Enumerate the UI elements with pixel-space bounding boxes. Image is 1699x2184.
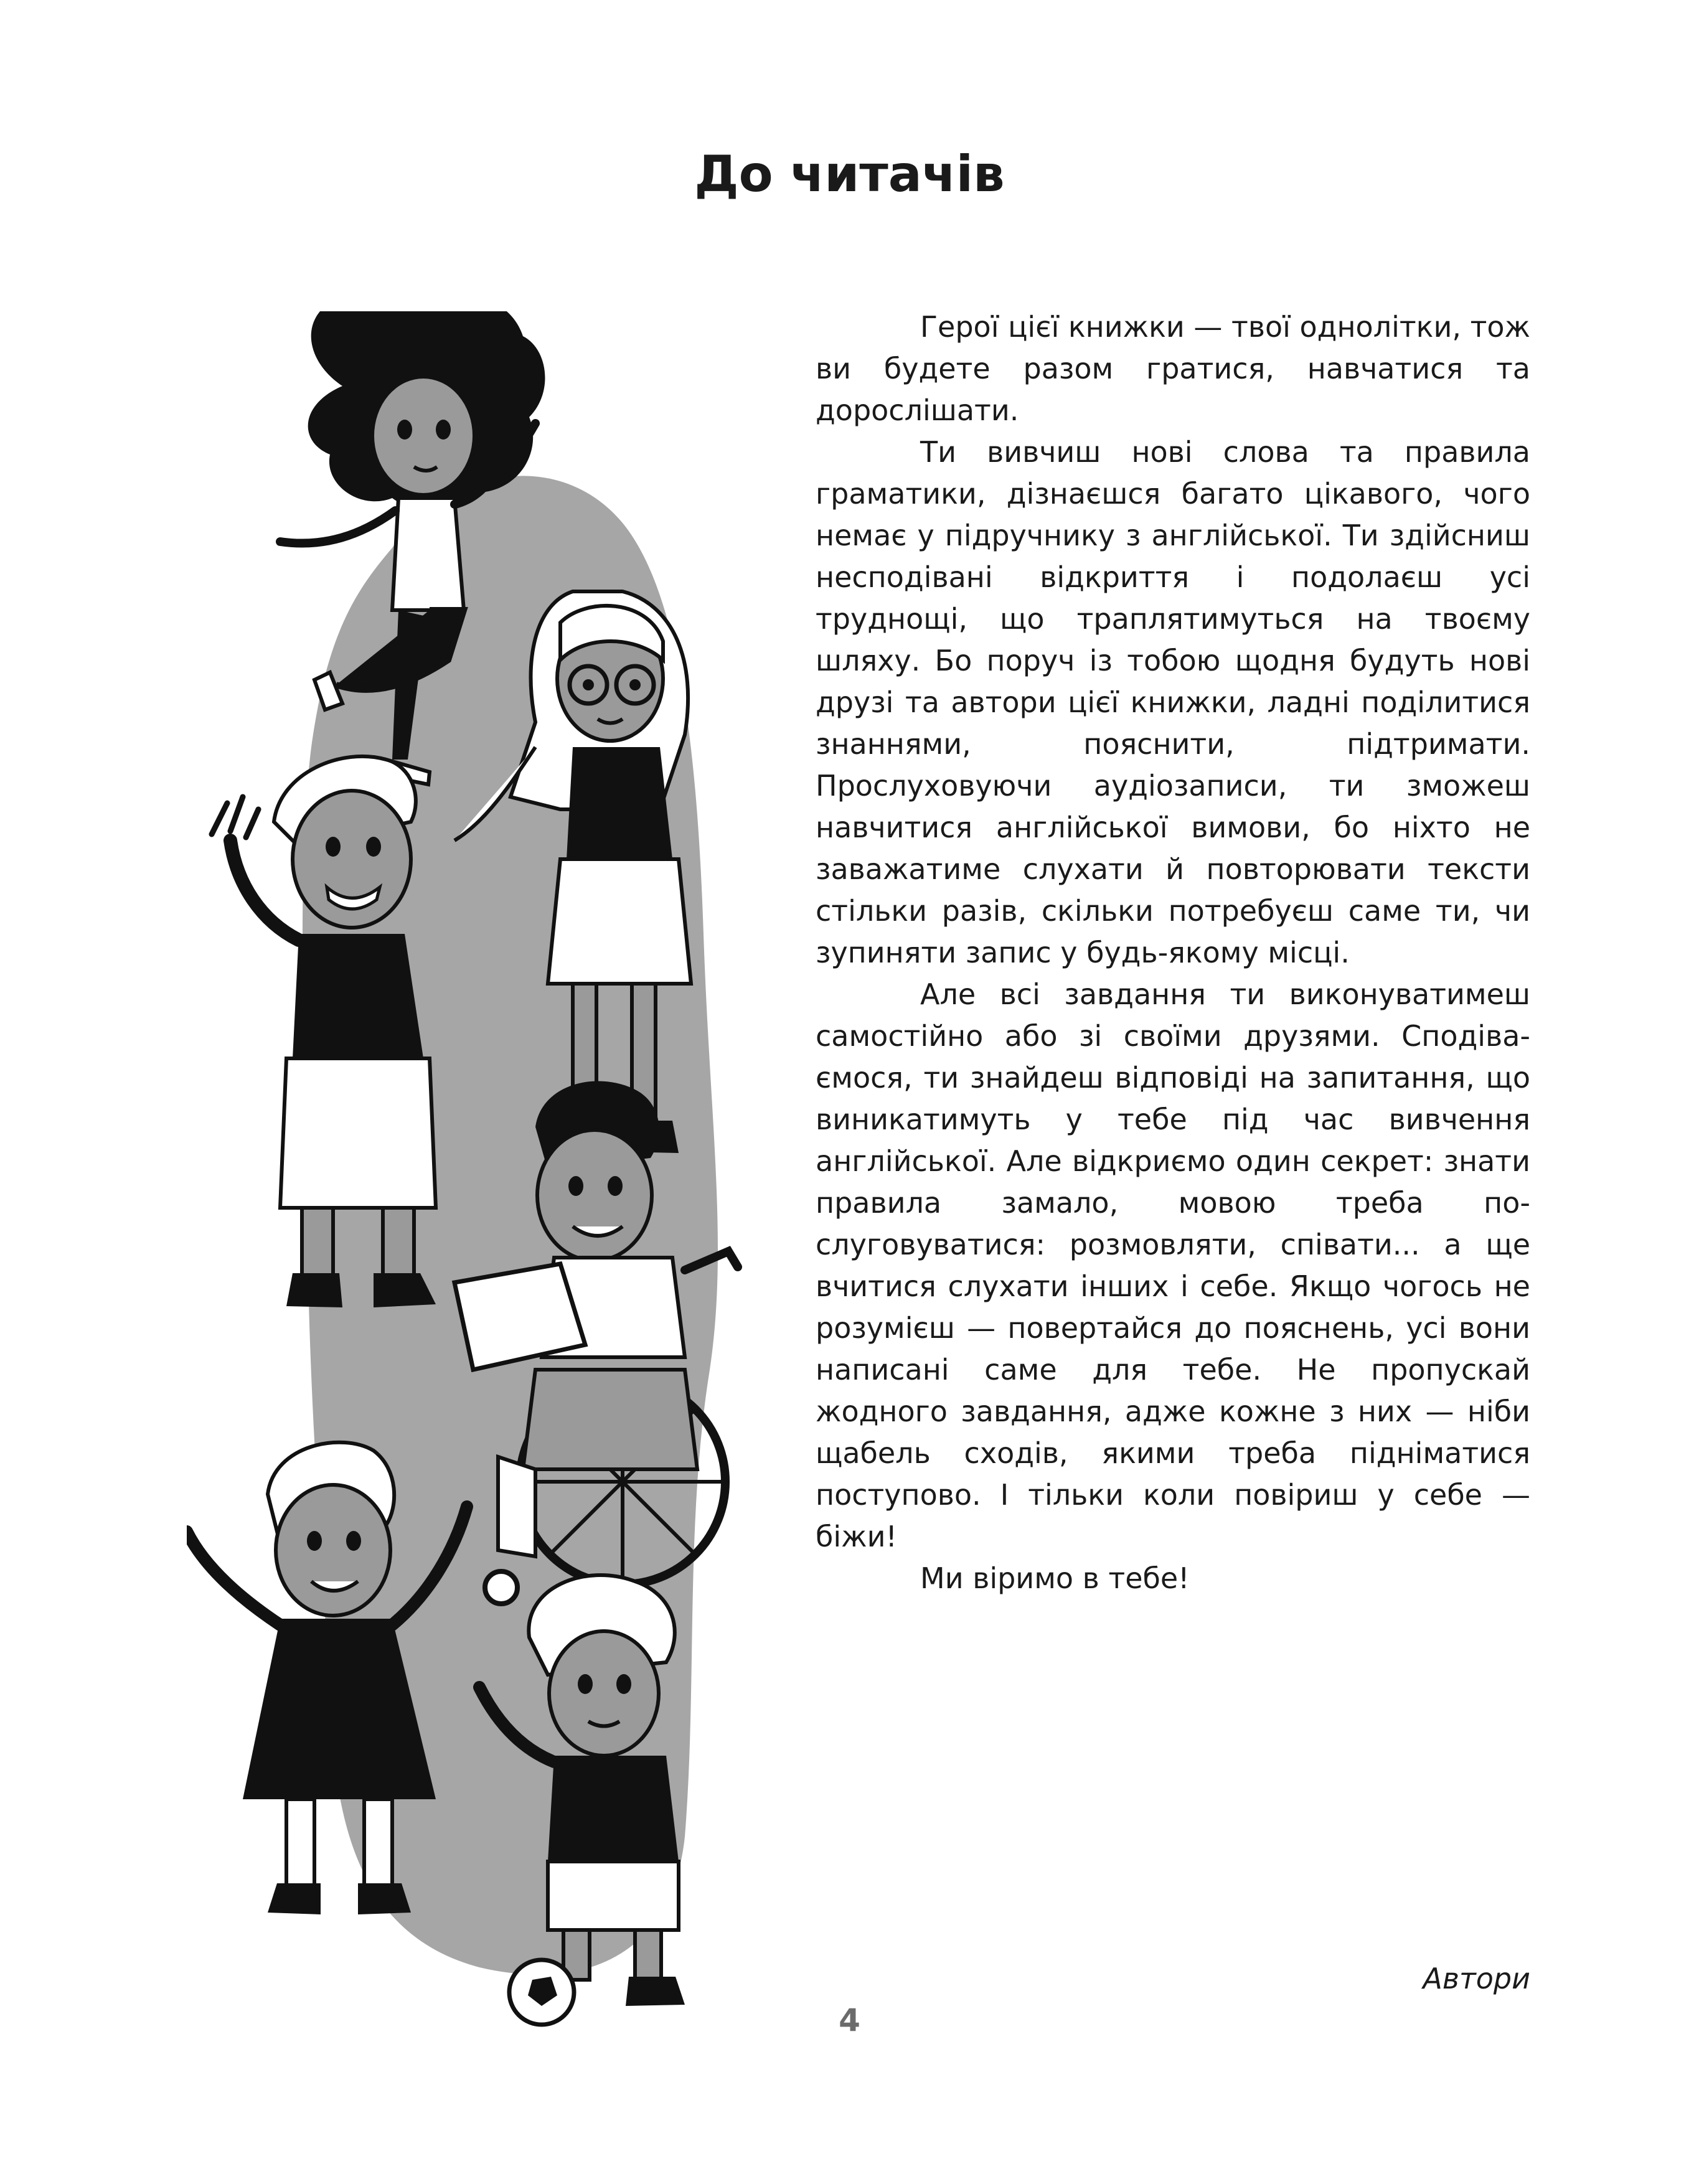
signature: Автори xyxy=(1423,1962,1530,1995)
paragraph-1: Герої цієї книжки — твої однолітки, тож ви будете разом гратися, навчатися та дорослішати. xyxy=(816,310,1530,427)
paragraph-2: Ти вивчиш нові слова та правила граматики, дізнаєшся багато цікавого, чого немає у підручнику з англійської. Ти здійсниш несподівані відкриття і подолаєш усі труднощі, що траплятимуться на твоєму шляху. Бо поруч із тобою щодня будуть нові друзі та автори цієї книжки, ладні поділитися знаннями, пояснити, підтримати. Прослуховуючи аудіозаписи, ти зможеш навчитися англійської вимови, бо ніхто не заважатиме слухати й повторювати тексти стільки разів, скільки потребуєш саме ти, чи зупиняти запис у будь-якому місці. xyxy=(816,435,1530,969)
paragraph-3: Але всі завдання ти виконуватимеш самостійно або зі своїми друзями. Сподіваємося, ти знайдеш відповіді на запитання, що виникатимуть у тебе під час вивчення англійської. Але відкриємо один секрет: знати правила замало, мовою треба послуговуватися: розмовляти, співати... а ще вчитися слухати інших і себе. Якщо чогось не розумієш — повертайся до пояснень, усі вони написані саме для тебе. Не пропускай жодного завдання, адже кожне з них — ніби щабель сходів, якими треба підніматися поступово. І тільки коли повіриш у себе — біжи! xyxy=(816,977,1530,1553)
page-number: 4 xyxy=(839,2002,860,2038)
children-group-illustration xyxy=(187,311,809,2030)
child-braces-boy xyxy=(212,756,436,1307)
page-title: До читачів xyxy=(694,145,1005,203)
paragraph-4: Ми віримо в тебе! xyxy=(920,1561,1190,1595)
body-text xyxy=(816,306,1530,1599)
